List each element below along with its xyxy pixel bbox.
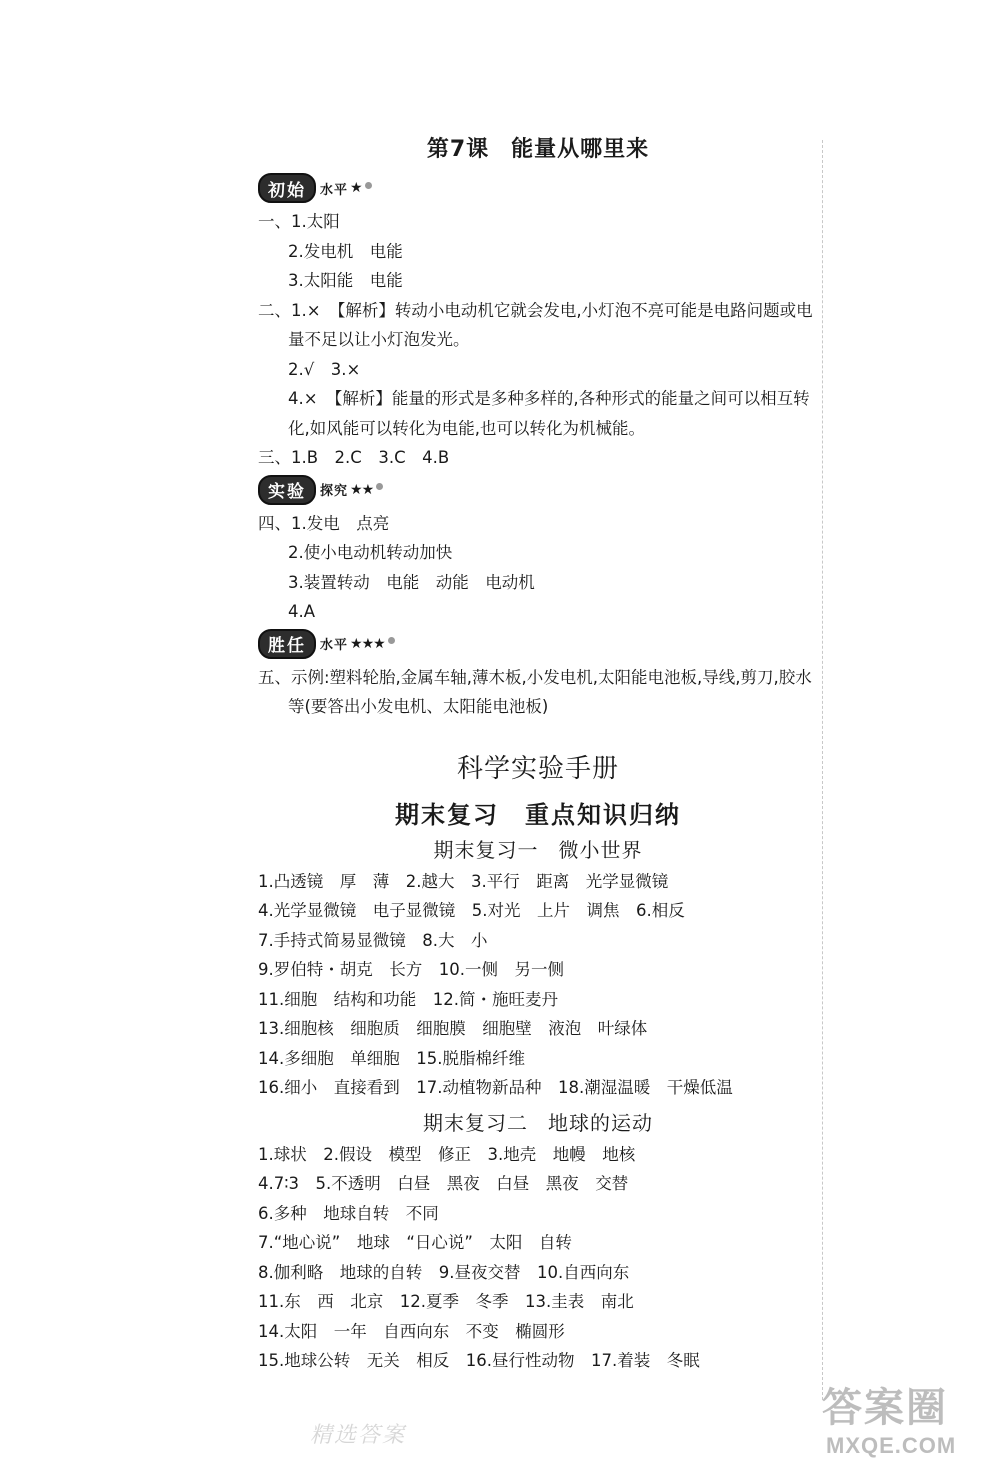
lesson-number: 第7课 — [426, 137, 490, 162]
answer-line: 2.发电机 电能 — [288, 241, 403, 261]
list-item: 9.罗伯特・胡克 长方 10.一侧 另一侧 — [258, 960, 564, 979]
review2-title — [258, 1107, 818, 1136]
star-icon: ★★★ — [350, 635, 385, 652]
review2-title-a: 期末复习二 — [423, 1110, 528, 1135]
answer-line: 4.A — [288, 602, 316, 621]
list-item: 11.细胞 结构和功能 12.简・施旺麦丹 — [258, 989, 558, 1009]
answer-line: 4.× 【解析】能量的形式是多种多样的,各种形式的能量之间可以相互转化,如风能可以转化为电能,也可以转化为机械能。 — [288, 389, 810, 438]
badge-experiment — [258, 475, 818, 505]
list-item: 16.细小 直接看到 17.动植物新品种 18.潮湿温暖 干燥低温 — [258, 1078, 733, 1097]
lesson-name: 能量从哪里来 — [511, 137, 650, 162]
column-divider — [822, 140, 823, 1400]
list-item: 13.细胞核 细胞质 细胞膜 细胞壁 液泡 叶绿体 — [258, 1019, 648, 1038]
badge-sub: 探究 — [320, 484, 349, 499]
answer-line: 四、1.发电 点亮 — [258, 513, 390, 533]
review1-list — [258, 867, 818, 1103]
answer-content — [258, 132, 818, 1376]
list-item: 14.太阳 一年 自西向东 不变 椭圆形 — [258, 1321, 565, 1341]
review-title-a: 期末复习 — [395, 800, 499, 829]
manual-title: 科学实验手册 — [456, 753, 619, 784]
list-item: 8.伽利略 地球的自转 9.昼夜交替 10.自西向东 — [258, 1262, 630, 1282]
review2-list — [258, 1140, 818, 1376]
watermark-url: MXQE.COM — [826, 1433, 957, 1458]
badge-sub: 水平 — [320, 638, 349, 653]
answer-line: 2.使小电动机转动加快 — [288, 543, 453, 562]
watermark-bottom: 精选答案 — [310, 1423, 407, 1448]
answer-line: 一、1.太阳 — [258, 212, 340, 231]
star-icon: ★ — [350, 180, 362, 196]
badge-competent — [258, 629, 818, 659]
list-item: 15.地球公转 无关 相反 16.昼行性动物 17.着装 冬眠 — [258, 1351, 700, 1370]
review1-title-b: 微小世界 — [558, 837, 643, 862]
answer-line: 3.装置转动 电能 动能 电动机 — [288, 572, 535, 592]
answer-line: 三、1.B 2.C 3.C 4.B — [258, 448, 450, 467]
list-item: 11.东 西 北京 12.夏季 冬季 13.圭表 南北 — [258, 1292, 634, 1311]
review1-title-a: 期末复习一 — [433, 837, 539, 862]
answer-line: 五、示例:塑料轮胎,金属车轴,薄木板,小发电机,太阳能电池板,导线,剪刀,胶水等(要答出小发电机、太阳能电池板) — [258, 667, 812, 716]
list-item: 1.球状 2.假设 模型 修正 3.地壳 地幔 地核 — [258, 1144, 636, 1164]
answer-line: 二、1.× 【解析】转动小电动机它就会发电,小灯泡不亮可能是电路问题或电量不足以让小灯泡发光。 — [258, 300, 813, 349]
answer-line: 2.√ 3.× — [288, 359, 361, 379]
review2-title-b: 地球的运动 — [548, 1110, 653, 1135]
review-title — [258, 795, 818, 830]
watermark-logo: 答案圈 — [822, 1385, 948, 1431]
badge-label: 初始 — [258, 173, 316, 203]
list-item: 1.凸透镜 厚 薄 2.越大 3.平行 距离 光学显微镜 — [258, 871, 669, 891]
review-title-b: 重点知识归纳 — [525, 800, 681, 829]
badge-label: 胜任 — [258, 629, 316, 659]
lesson-title — [258, 132, 818, 163]
list-item: 7.手持式简易显微镜 8.大 小 — [258, 930, 488, 950]
badge-label: 实验 — [258, 475, 316, 505]
list-item: 4.7∶3 5.不透明 白昼 黑夜 白昼 黑夜 交替 — [258, 1174, 629, 1193]
list-item: 14.多细胞 单细胞 15.脱脂棉纤维 — [258, 1048, 525, 1068]
star-icon: ★★ — [350, 481, 374, 498]
dot-icon — [365, 182, 372, 189]
dot-icon — [376, 483, 383, 490]
list-item: 4.光学显微镜 电子显微镜 5.对光 上片 调焦 6.相反 — [258, 901, 685, 920]
badge-initial — [258, 173, 818, 203]
answer-line: 3.太阳能 电能 — [288, 271, 403, 290]
dot-icon — [388, 637, 395, 644]
badge-sub: 水平 — [320, 182, 349, 198]
review1-title — [258, 834, 818, 863]
list-item: 7.“地心说” 地球 “日心说” 太阳 自转 — [258, 1233, 572, 1252]
list-item: 6.多种 地球自转 不同 — [258, 1203, 439, 1223]
